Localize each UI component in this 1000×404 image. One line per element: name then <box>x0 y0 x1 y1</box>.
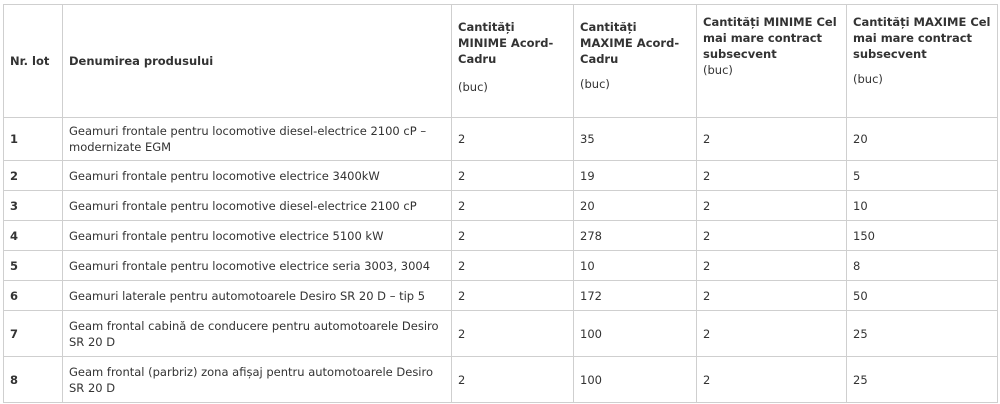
cell-min-contract: 2 <box>697 281 847 311</box>
header-min-contract <box>697 5 847 118</box>
lots-table-container <box>3 4 997 403</box>
cell-max-acord: 35 <box>574 118 697 161</box>
cell-max-acord: 20 <box>574 191 697 221</box>
cell-nr-lot: 3 <box>4 191 63 221</box>
header-min-contract-unit: (buc) <box>703 63 733 77</box>
header-max-contract-unit: (buc) <box>853 72 883 86</box>
cell-nr-lot: 4 <box>4 221 63 251</box>
cell-min-acord: 2 <box>452 118 574 161</box>
cell-max-contract: 25 <box>847 311 998 357</box>
table-row <box>4 221 998 251</box>
cell-nr-lot: 2 <box>4 161 63 191</box>
cell-product-name: Geamuri frontale pentru locomotive diesel-electrice 2100 cP – modernizate EGM <box>63 118 452 161</box>
header-max-acord-unit: (buc) <box>580 77 610 91</box>
cell-min-acord: 2 <box>452 221 574 251</box>
header-max-acord-cadru <box>574 5 697 118</box>
cell-min-acord: 2 <box>452 357 574 403</box>
cell-nr-lot: 6 <box>4 281 63 311</box>
cell-nr-lot: 5 <box>4 251 63 281</box>
cell-product-name: Geamuri laterale pentru automotoarele Desiro SR 20 D – tip 5 <box>63 281 452 311</box>
table-row <box>4 251 998 281</box>
cell-min-acord: 2 <box>452 191 574 221</box>
table-row <box>4 357 998 403</box>
cell-max-acord: 278 <box>574 221 697 251</box>
cell-nr-lot: 7 <box>4 311 63 357</box>
cell-nr-lot: 8 <box>4 357 63 403</box>
header-min-contract-title: Cantități MINIME Cel mai mare contract subsecvent <box>703 15 837 61</box>
cell-max-contract: 25 <box>847 357 998 403</box>
cell-product-name: Geamuri frontale pentru locomotive diesel-electrice 2100 cP <box>63 191 452 221</box>
header-min-acord-cadru <box>452 5 574 118</box>
table-row <box>4 161 998 191</box>
cell-product-name: Geamuri frontale pentru locomotive electrice seria 3003, 3004 <box>63 251 452 281</box>
cell-min-contract: 2 <box>697 118 847 161</box>
cell-max-contract: 5 <box>847 161 998 191</box>
cell-max-acord: 100 <box>574 357 697 403</box>
header-max-contract-title: Cantități MAXIME Cel mai mare contract subsecvent <box>853 15 991 61</box>
header-max-acord-title: Cantități MAXIME Acord-Cadru <box>580 20 680 66</box>
header-max-contract <box>847 5 998 118</box>
cell-max-acord: 100 <box>574 311 697 357</box>
header-nr-lot: Nr. lot <box>4 5 63 118</box>
cell-max-acord: 10 <box>574 251 697 281</box>
cell-product-name: Geamuri frontale pentru locomotive electrice 3400kW <box>63 161 452 191</box>
cell-min-contract: 2 <box>697 191 847 221</box>
cell-max-contract: 150 <box>847 221 998 251</box>
lots-table <box>3 4 998 403</box>
cell-max-contract: 10 <box>847 191 998 221</box>
cell-product-name: Geam frontal (parbriz) zona afișaj pentru automotoarele Desiro SR 20 D <box>63 357 452 403</box>
table-row <box>4 311 998 357</box>
cell-min-contract: 2 <box>697 311 847 357</box>
cell-min-acord: 2 <box>452 251 574 281</box>
cell-nr-lot: 1 <box>4 118 63 161</box>
table-row <box>4 191 998 221</box>
cell-min-acord: 2 <box>452 161 574 191</box>
cell-max-contract: 50 <box>847 281 998 311</box>
table-row <box>4 118 998 161</box>
cell-max-acord: 19 <box>574 161 697 191</box>
cell-product-name: Geam frontal cabină de conducere pentru automotoarele Desiro SR 20 D <box>63 311 452 357</box>
cell-min-contract: 2 <box>697 357 847 403</box>
cell-min-acord: 2 <box>452 281 574 311</box>
table-row <box>4 281 998 311</box>
cell-max-contract: 20 <box>847 118 998 161</box>
cell-min-contract: 2 <box>697 161 847 191</box>
header-min-acord-unit: (buc) <box>458 80 488 94</box>
table-header-row <box>4 5 998 118</box>
cell-max-acord: 172 <box>574 281 697 311</box>
header-product-name: Denumirea produsului <box>63 5 452 118</box>
header-min-acord-title: Cantități MINIME Acord-Cadru <box>458 20 554 66</box>
cell-min-contract: 2 <box>697 221 847 251</box>
cell-min-contract: 2 <box>697 251 847 281</box>
cell-max-contract: 8 <box>847 251 998 281</box>
cell-product-name: Geamuri frontale pentru locomotive electrice 5100 kW <box>63 221 452 251</box>
cell-min-acord: 2 <box>452 311 574 357</box>
